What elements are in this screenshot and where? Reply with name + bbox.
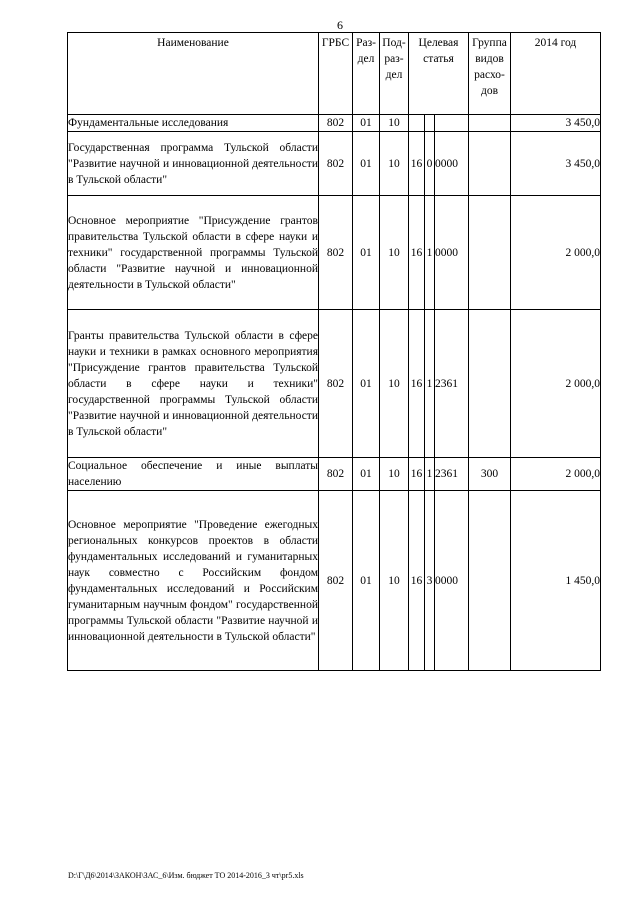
- header-name: Наименование: [68, 33, 319, 115]
- row-name: Основное мероприятие "Присуждение грантов правительства Тульской области в сфере науки и техники" государственной программы Тульской области "Развитие научной и инновационной деятельности в Тульской области": [68, 196, 319, 310]
- row-razdel: 01: [353, 196, 380, 310]
- row-razdel: 01: [353, 458, 380, 491]
- header-razdel: Раз- дел: [353, 33, 380, 115]
- header-target-article: Целевая статья: [409, 33, 469, 115]
- header-expense-group: Группа видов расхо- дов: [469, 33, 511, 115]
- header-grbs: ГРБС: [319, 33, 353, 115]
- row-grbs: 802: [319, 458, 353, 491]
- header-year-2014: 2014 год: [511, 33, 601, 115]
- row-target-subprogram: 3: [425, 491, 435, 671]
- row-expense-group: [469, 196, 511, 310]
- row-target-program: 16: [409, 132, 425, 196]
- row-expense-group: [469, 115, 511, 132]
- row-podrazdel: 10: [380, 196, 409, 310]
- row-expense-group: 300: [469, 458, 511, 491]
- row-podrazdel: 10: [380, 132, 409, 196]
- row-expense-group: [469, 310, 511, 458]
- row-expense-group: [469, 491, 511, 671]
- row-razdel: 01: [353, 132, 380, 196]
- row-podrazdel: 10: [380, 115, 409, 132]
- row-podrazdel: 10: [380, 458, 409, 491]
- row-target-subprogram: [425, 115, 435, 132]
- table-row: [68, 115, 601, 132]
- row-podrazdel: 10: [380, 310, 409, 458]
- header-podrazdel: Под- раз- дел: [380, 33, 409, 115]
- row-razdel: 01: [353, 115, 380, 132]
- row-target-program: [409, 115, 425, 132]
- row-target-subprogram: 1: [425, 310, 435, 458]
- table-row: [68, 491, 601, 671]
- row-grbs: 802: [319, 310, 353, 458]
- row-target-code: 2361: [435, 458, 469, 491]
- row-target-subprogram: 1: [425, 458, 435, 491]
- row-name: Фундаментальные исследования: [68, 115, 319, 132]
- row-grbs: 802: [319, 132, 353, 196]
- row-target-program: 16: [409, 196, 425, 310]
- table-row: [68, 132, 601, 196]
- row-name: Гранты правительства Тульской области в сфере науки и техники в рамках основного мероприятия "Присуждение грантов правительства Тульской области в сфере науки и техники" государственной программы Тульской области "Развитие научной и инновационной деятельности в Тульской области": [68, 310, 319, 458]
- row-amount: 2 000,0: [511, 310, 601, 458]
- row-amount: 3 450,0: [511, 132, 601, 196]
- row-amount: 3 450,0: [511, 115, 601, 132]
- table-row: [68, 310, 601, 458]
- row-name: Социальное обеспечение и иные выплаты населению: [68, 458, 319, 491]
- file-path-footer: D:\Г\Д6\2014\ЗАКОН\ЗАС_6\Изм. бюджет ТО 2014-2016_3 чт\pr5.xls: [68, 871, 304, 880]
- row-target-subprogram: 1: [425, 196, 435, 310]
- row-expense-group: [469, 132, 511, 196]
- row-name: Основное мероприятие "Проведение ежегодных региональных конкурсов проектов в области фундаментальных исследований и гуманитарных наук совместно с Российским фондом фундаментальных исследований и Российским гуманитарным научным фондом" государственной программы Тульской области "Развитие научной и инновационной деятельности в Тульской области": [68, 491, 319, 671]
- row-target-code: 0000: [435, 491, 469, 671]
- row-target-code: 0000: [435, 196, 469, 310]
- budget-table: [67, 32, 601, 671]
- header-row: [68, 33, 601, 115]
- row-target-subprogram: 0: [425, 132, 435, 196]
- row-name: Государственная программа Тульской области "Развитие научной и инновационной деятельности в Тульской области": [68, 132, 319, 196]
- row-amount: 2 000,0: [511, 196, 601, 310]
- row-target-program: 16: [409, 491, 425, 671]
- table-body: [68, 115, 601, 671]
- row-grbs: 802: [319, 115, 353, 132]
- table-row: [68, 458, 601, 491]
- row-target-code: [435, 115, 469, 132]
- page-number: 6: [337, 18, 343, 32]
- row-target-code: 0000: [435, 132, 469, 196]
- row-target-program: 16: [409, 310, 425, 458]
- row-razdel: 01: [353, 491, 380, 671]
- row-podrazdel: 10: [380, 491, 409, 671]
- row-target-program: 16: [409, 458, 425, 491]
- row-target-code: 2361: [435, 310, 469, 458]
- row-grbs: 802: [319, 196, 353, 310]
- row-grbs: 802: [319, 491, 353, 671]
- table-row: [68, 196, 601, 310]
- row-amount: 2 000,0: [511, 458, 601, 491]
- row-razdel: 01: [353, 310, 380, 458]
- row-amount: 1 450,0: [511, 491, 601, 671]
